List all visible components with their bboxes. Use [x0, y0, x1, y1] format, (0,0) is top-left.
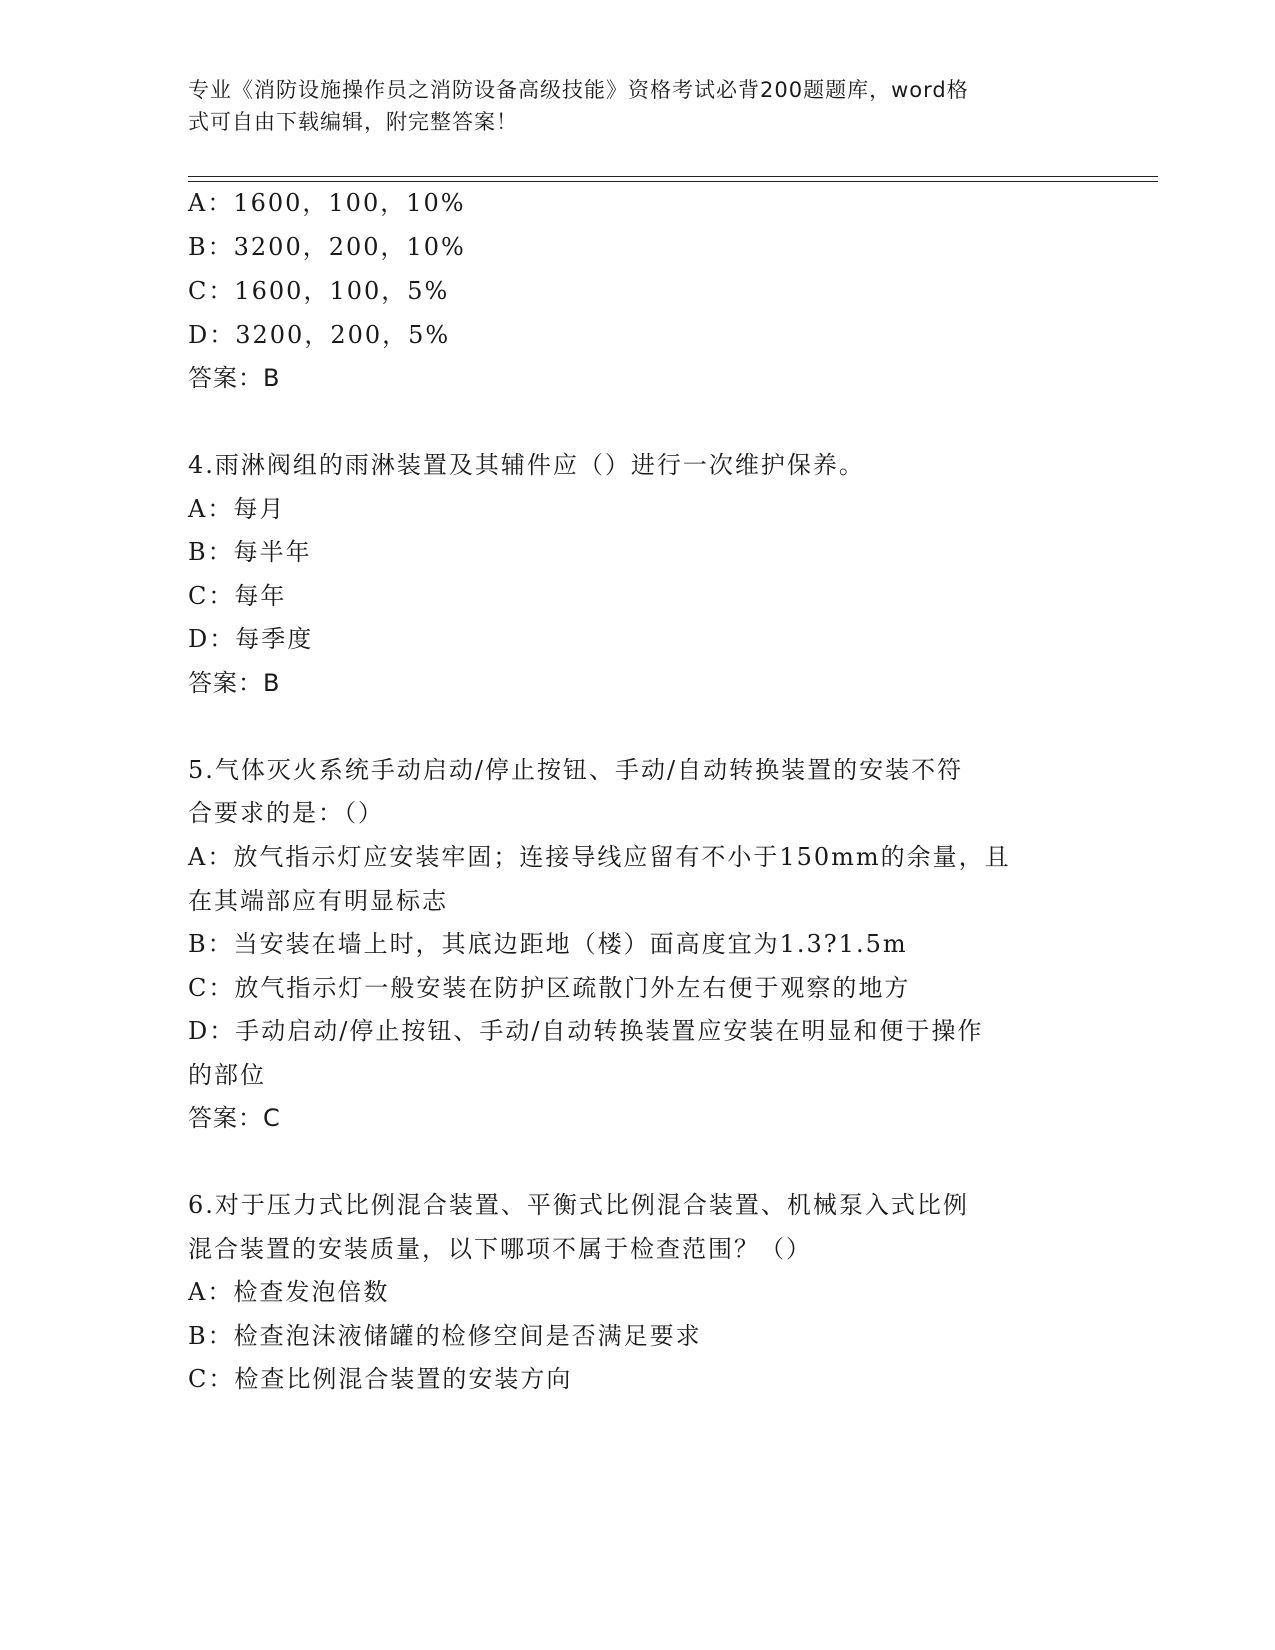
q5-answer: 答案：C — [188, 1104, 281, 1132]
header-line-1: 专业《消防设施操作员之消防设备高级技能》资格考试必背200题题库，word格 — [188, 78, 969, 102]
q6-question-line-2: 混合装置的安装质量，以下哪项不属于检查范围？（） — [188, 1235, 812, 1263]
q3-option-b: B：3200，200，10% — [188, 233, 466, 261]
q5-option-c: C：放气指示灯一般安装在防护区疏散门外左右便于观察的地方 — [188, 974, 911, 1002]
q6-option-b: B：检查泡沫液储罐的检修空间是否满足要求 — [188, 1322, 702, 1350]
q5-question-line-2: 合要求的是：（） — [188, 799, 384, 827]
q5-option-a-line-1: A：放气指示灯应安装牢固；连接导线应留有不小于150mm的余量，且 — [188, 843, 1011, 871]
q4-option-d: D：每季度 — [188, 625, 314, 653]
header-divider-bottom — [188, 181, 1158, 182]
document-header — [188, 74, 1068, 138]
header-divider-top — [188, 176, 1158, 177]
header-line-2: 式可自由下载编辑，附完整答案！ — [188, 110, 518, 134]
q5-option-d-line-1: D：手动启动/停止按钮、手动/自动转换装置应安装在明显和便于操作 — [188, 1017, 984, 1045]
q4-option-b: B：每半年 — [188, 538, 312, 566]
q4-answer: 答案：B — [188, 669, 281, 697]
q3-answer: 答案：B — [188, 364, 281, 392]
q3-option-d: D：3200，200，5% — [188, 321, 451, 349]
q5-question-line-1: 5.气体灭火系统手动启动/停止按钮、手动/自动转换装置的安装不符 — [188, 756, 964, 784]
q6-question-line-1: 6.对于压力式比例混合装置、平衡式比例混合装置、机械泵入式比例 — [188, 1191, 969, 1219]
q4-option-a: A：每月 — [188, 495, 286, 523]
q4-question: 4.雨淋阀组的雨淋装置及其辅件应（）进行一次维护保养。 — [188, 451, 865, 479]
q4-option-c: C：每年 — [188, 582, 287, 610]
q6-option-a: A：检查发泡倍数 — [188, 1278, 390, 1306]
q3-option-c: C：1600，100，5% — [188, 277, 450, 305]
q5-option-a-line-2: 在其端部应有明显标志 — [188, 887, 448, 915]
q6-option-c: C：检查比例混合装置的安装方向 — [188, 1365, 573, 1393]
q5-option-b: B：当安装在墙上时，其底边距地（楼）面高度宜为1.3?1.5m — [188, 930, 908, 958]
q5-option-d-line-2: 的部位 — [188, 1061, 266, 1089]
q3-option-a: A：1600，100，10% — [188, 189, 466, 217]
